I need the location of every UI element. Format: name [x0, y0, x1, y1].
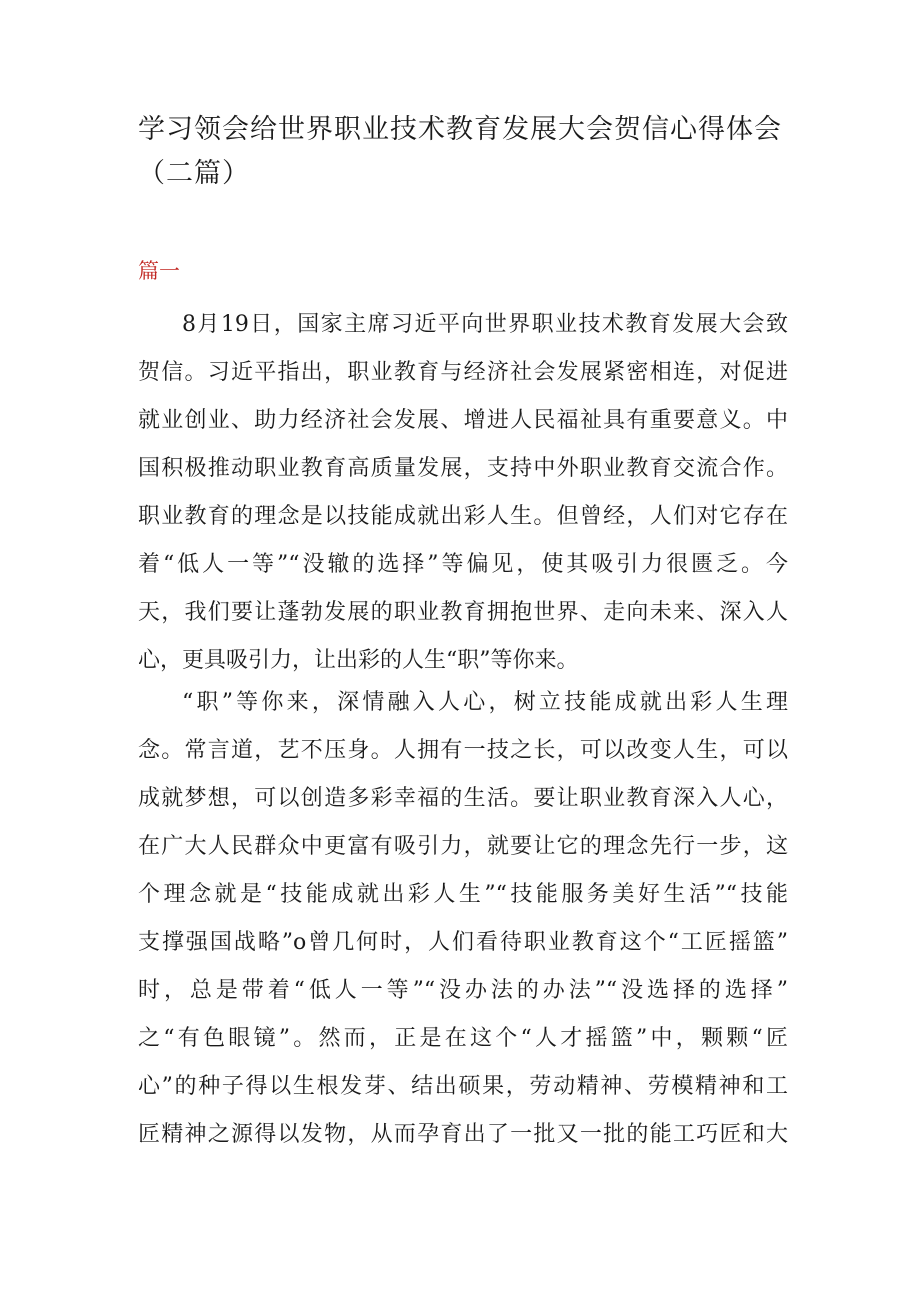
title-line-2: （二篇）: [138, 158, 250, 189]
paragraph-line: 成就梦想，可以创造多彩幸福的生活。要让职业教育深入人心，: [138, 786, 788, 811]
paragraph-line: 8月19日，国家主席习近平向世界职业技术教育发展大会致: [182, 312, 788, 337]
paragraph-1: [138, 301, 788, 685]
paragraph-line: 天，我们要让蓬勃发展的职业教育拥抱世界、走向未来、深入人: [138, 600, 788, 625]
document-title: [138, 108, 798, 196]
paragraph-line: 贺信。习近平指出，职业教育与经济社会发展紧密相连，对促进: [138, 360, 788, 385]
paragraph-line: 支撑强国战略”o曾几何时，人们看待职业教育这个“工匠摇篮”: [138, 930, 788, 955]
paragraph-line: 心”的种子得以生根发芽、结出硕果，劳动精神、劳模精神和工: [138, 1074, 788, 1099]
paragraph-2: [138, 679, 788, 1159]
paragraph-line: “职”等你来，深情融入人心，树立技能成就出彩人生理: [182, 690, 788, 715]
paragraph-line: 匠精神之源得以发物，从而孕育出了一批又一批的能工巧匠和大: [138, 1122, 788, 1147]
paragraph-line: 职业教育的理念是以技能成就出彩人生。但曾经，人们对它存在: [138, 504, 788, 529]
section-heading: 篇一: [138, 259, 180, 283]
title-line-1: 学习领会给世界职业技术教育发展大会贺信心得体会: [138, 114, 782, 145]
paragraph-line: 在广大人民群众中更富有吸引力，就要让它的理念先行一步，这: [138, 834, 788, 859]
paragraph-line: 念。常言道，艺不压身。人拥有一技之长，可以改变人生，可以: [138, 738, 788, 763]
paragraph-line: 之“有色眼镜”。然而，正是在这个“人才摇篮”中，颗颗“匠: [138, 1026, 788, 1051]
paragraph-line: 个理念就是“技能成就出彩人生”“技能服务美好生活”“技能: [138, 882, 788, 907]
paragraph-line: 就业创业、助力经济社会发展、增进人民福祉具有重要意义。中: [138, 408, 788, 433]
paragraph-line: 国积极推动职业教育高质量发展，支持中外职业教育交流合作。: [138, 456, 788, 481]
paragraph-line: 着“低人一等”“没辙的选择”等偏见，使其吸引力很匮乏。今: [138, 552, 788, 577]
paragraph-line: 时，总是带着“低人一等”“没办法的办法”“没选择的选择”: [138, 978, 788, 1003]
paragraph-line: 心，更具吸引力，让出彩的人生“职”等你来。: [138, 648, 579, 673]
